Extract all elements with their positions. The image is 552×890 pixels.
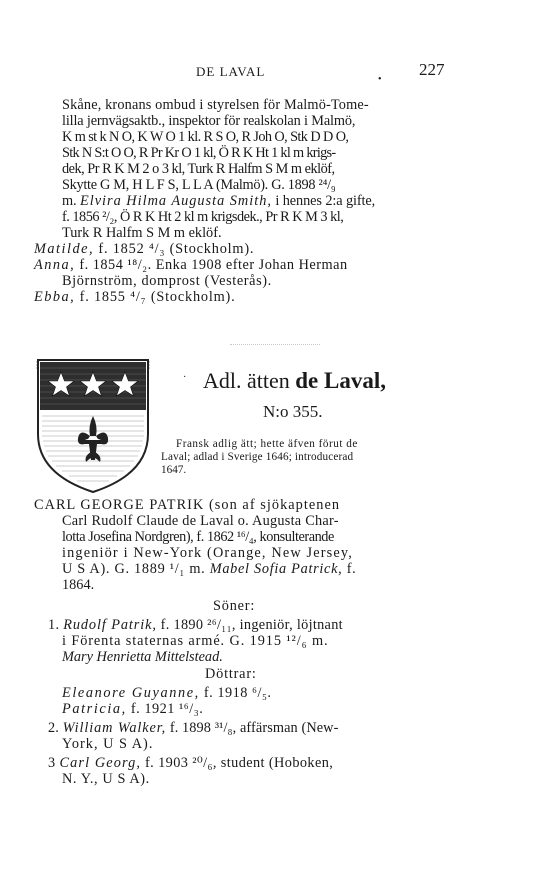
child-rest: f. 1852 ⁴/₃ (Stockholm). <box>94 241 255 257</box>
section-divider <box>230 344 320 345</box>
text-line: lotta Josefina Nordgren), f. 1862 ¹⁶/₄, konsulterande <box>62 529 334 545</box>
text-line: CARL GEORGE PATRIK (son af sjökaptenen <box>34 497 341 513</box>
son-name: Carl Georg, <box>59 755 142 771</box>
marriage-prefix: U S A). G. 1889 ¹/₁ m. <box>62 561 210 577</box>
text-line: lilla jernvägsaktb., inspektor för realskolan i Malmö, <box>62 113 356 129</box>
daughter-line <box>62 701 203 717</box>
ornament-dot: • <box>378 74 382 85</box>
son-line <box>48 755 333 771</box>
note-line: 1647. <box>161 464 187 476</box>
text-line: York, U S A). <box>62 736 154 752</box>
child-line <box>34 241 254 257</box>
marriage-suffix: f. <box>342 561 357 577</box>
son-number: 1. <box>48 617 60 633</box>
son-rest: f. 1903 ²⁰/₆, student (Hoboken, <box>141 755 334 771</box>
page-header <box>0 60 552 85</box>
running-title: DE LAVAL <box>196 64 266 79</box>
text-line: Skytte G M, H L F S, L L A (Malmö). G. 1898 ²⁴/₉ <box>62 177 336 193</box>
text-line: i Förenta staternas armé. G. 1915 ¹²/₆ m. <box>62 633 329 649</box>
family-title <box>203 368 386 394</box>
text-line: Stk N S:t O O, R Pr Kr O 1 kl, Ö R K Ht 1 kl m krigs- <box>62 145 336 161</box>
wife-name: Elvira Hilma Augusta Smith, <box>79 193 272 209</box>
son-rest: f. 1890 ²⁶/₁₁, ingeniör, löjtnant <box>156 617 343 633</box>
text-line: K m st k N O, K W O 1 kl. R S O, R Joh O, Stk D D O, <box>62 129 349 145</box>
text-line: 1864. <box>62 577 95 593</box>
page-number: 227 <box>419 60 445 79</box>
note-line: Laval; adlad i Sverige 1646; introducerad <box>161 451 354 463</box>
text-line: Carl Rudolf Claude de Laval o. Augusta Char- <box>62 513 339 529</box>
daughter-rest: f. 1918 ⁶/₅. <box>199 685 272 701</box>
text-line: dek, Pr R K M 2 o 3 kl, Turk R Halfm S M m eklöf, <box>62 161 335 177</box>
spouse-name: Mabel Sofia Patrick, <box>209 561 343 577</box>
daughter-rest: f. 1921 ¹⁶/₃. <box>126 701 204 717</box>
text-line: N. Y., U S A). <box>62 771 150 787</box>
text-line <box>62 649 223 665</box>
daughters-heading: Döttrar: <box>205 666 257 682</box>
son-wife-name: Mary Henrietta Mittelstead. <box>62 649 223 665</box>
wife-prefix: m. <box>62 193 80 209</box>
text-line: Skåne, kronans ombud i styrelsen för Malmö-Tome- <box>62 97 369 113</box>
son-line <box>48 720 338 736</box>
text-line: ingeniör i New-York (Orange, New Jersey, <box>62 545 353 561</box>
child-rest: f. 1854 ¹⁸/₂. Enka 1908 efter Johan Herman <box>75 257 348 273</box>
note-line: Fransk adlig ätt; hette äfven förut de <box>176 438 358 450</box>
text-line: Turk R Halfm S M m eklöf. <box>62 225 222 241</box>
son-line <box>48 617 343 633</box>
marriage-line <box>62 561 356 577</box>
family-title-prefix: Adl. ätten <box>203 368 296 393</box>
child-line: Björnström, domprost (Vesterås). <box>62 273 272 289</box>
family-title-name: de Laval, <box>295 368 386 393</box>
child-line <box>34 257 348 273</box>
son-number: 2. <box>48 720 59 736</box>
ornament-dot: · <box>183 372 187 383</box>
family-number: N:o 355. <box>263 402 323 421</box>
child-name: Anna, <box>34 257 76 273</box>
son-name: William Walker, <box>62 720 167 736</box>
daughter-line <box>62 685 272 701</box>
son-rest: f. 1898 ³¹/₈, affärsman (New- <box>166 720 339 736</box>
sons-heading: Söner: <box>213 598 256 614</box>
wife-line <box>62 193 375 209</box>
child-line <box>34 289 235 305</box>
child-rest: f. 1855 ⁴/₇ (Stockholm). <box>75 289 236 305</box>
daughter-name: Patricia, <box>62 701 127 717</box>
child-name: Matilde, <box>34 241 95 257</box>
child-name: Ebba, <box>34 289 76 305</box>
son-number: 3 <box>48 755 56 771</box>
coat-of-arms-icon <box>32 356 154 496</box>
wife-rest: i hennes 2:a gifte, <box>271 193 376 209</box>
text-line: f. 1856 ²/₂, Ö R K Ht 2 kl m krigsdek., Pr R K M 3 kl, <box>62 209 344 225</box>
daughter-name: Eleanore Guyanne, <box>62 685 200 701</box>
son-name: Rudolf Patrik, <box>63 617 157 633</box>
